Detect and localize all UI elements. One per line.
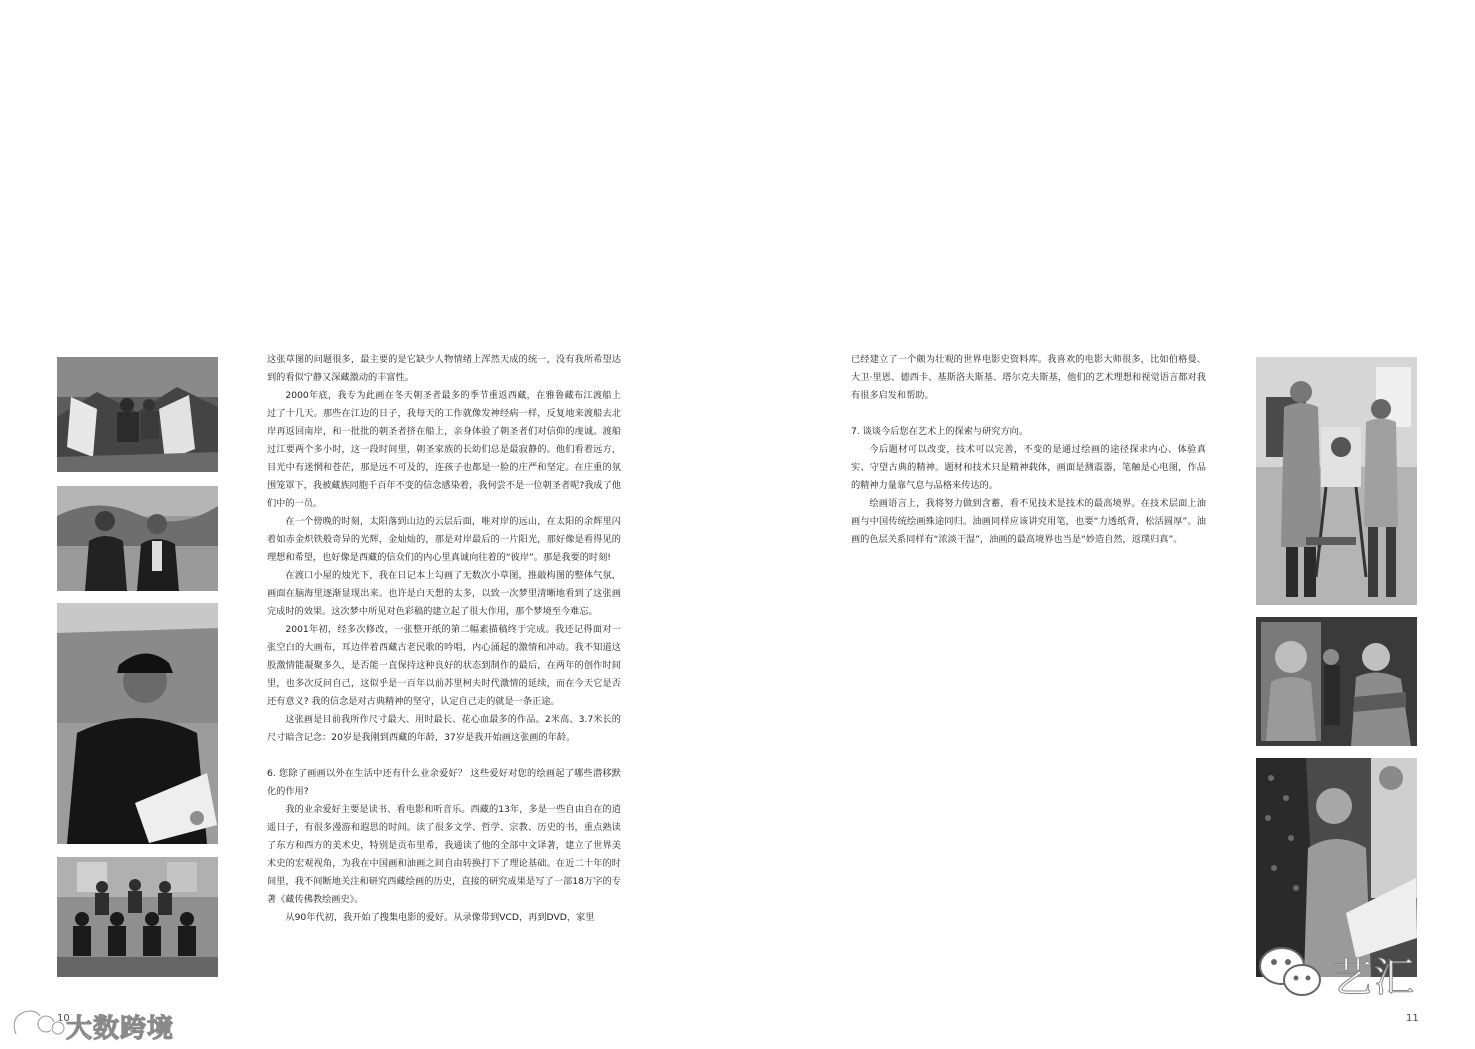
photo-painting-portrait-session	[1256, 617, 1417, 746]
paragraph: 这张画是目前我所作尺寸最大、用时最长、花心血最多的作品。2米高、3.7米长的尺寸暗含记念：20岁是我刚到西藏的年龄，37岁是我开始画这张画的年龄。	[267, 714, 621, 743]
watermark-text-left: 大数跨境	[66, 1014, 175, 1044]
paragraph: 2000年底，我专为此画在冬天朝圣者最多的季节重返西藏，在雅鲁藏布江渡船上过了十几天。那些在江边的日子，我每天的工作就像发神经病一样，反复地来渡船去北岸再返回南岸，和一批批的朝圣者挤在船上，亲身体验了朝圣者们对信仰的虔诚。渡船过江要两个多小时，这一段时间里，朝圣家族的长幼们总是最寂静的。他们看着远方，目光中有迷惘和苍茫，那是远不可及的，连孩子也都是一脸的庄严和坚定。在庄重的氛围笼罩下，我被藏族同胞千百年不变的信念感染着，我何尝不是一位朝圣者呢?我成了他们中的一员。	[267, 390, 621, 509]
photo-two-men-portrait	[57, 486, 218, 591]
paragraph: 我的业余爱好主要是读书、看电影和听音乐。西藏的13年，多是一些自由自在的逍遥日子，有很多漫游和遐思的时间。读了很多文学、哲学、宗教、历史的书，重点熟读了东方和西方的美术史，特别是贡布里希，我通读了他的全部中文译著，建立了世界美术史的宏观视角，为我在中国画和油画之间自由转换打下了理论基础。在近二十年的时间里，我不间断地关注和研究西藏绘画的历史，直接的研究成果是写了一部18万字的专著《藏传佛教绘画史》。	[267, 804, 621, 905]
photo-image	[1256, 357, 1417, 605]
watermark-logo-left	[8, 1004, 198, 1044]
paragraph: 今后题材可以改变，技术可以完善，不变的是通过绘画的途径探求内心、体验真实、守望古典的精神。题材和技术只是精神载体，画面是测震器，笔触是心电图，作品的精神力量靠气息与品格来传达的。	[851, 444, 1206, 491]
photo-image	[57, 357, 218, 472]
paragraph: 在渡口小屋的烛光下，我在日记本上勾画了无数次小草图，推敲构图的整体气氛，画面在脑海里逐渐显现出来。也许是白天想的太多，以致一次梦里清晰地看到了这张画完成时的效果。这次梦中所见对色彩稿的建立起了很大作用，那个梦境至今难忘。	[267, 570, 621, 617]
watermark-logo-right	[1256, 940, 1436, 1006]
photo-image	[57, 603, 218, 844]
photo-artist-sketching-cap	[57, 603, 218, 844]
question-heading: 7. 谈谈今后您在艺术上的探索与研究方向。	[851, 426, 1029, 437]
left-page-body	[267, 351, 621, 927]
watermark-text-right: 艺汇	[1332, 955, 1416, 1001]
wechat-icon	[1256, 940, 1326, 1002]
paragraph: 从90年代初，我开始了搜集电影的爱好。从录像带到VCD，再到DVD，家里	[285, 912, 595, 923]
page-number-right: 11	[1406, 1013, 1419, 1024]
photo-group-students	[57, 857, 218, 977]
paragraph: 绘画语言上，我将努力做到含蓄，看不见技术是技术的最高境界。在技术层面上油画与中国传统绘画殊途同归。油画同样应该讲究用笔，也要“力透纸背，松活圆厚”。油画的色层关系同样有“浓淡干湿”，油画的最高境界也当是“妙造自然，返璞归真”。	[851, 498, 1206, 545]
photo-painters-outdoor-easels	[57, 357, 218, 472]
right-page-body	[851, 351, 1206, 549]
paragraph: 在一个傍晚的时刻，太阳落到山边的云层后面，唯对岸的远山，在太阳的余辉里闪着如赤金炽铁般奇异的光辉，金灿灿的，那是对岸最后的一片阳光，那好像是看得见的理想和希望，也好像是西藏的信众们的内心里真诚向往着的“彼岸”。那是我要的时刻!	[267, 516, 621, 563]
photo-image	[57, 486, 218, 591]
question-heading: 6. 您除了画画以外在生活中还有什么业余爱好？ 这些爱好对您的绘画起了哪些潜移默化的作用?	[267, 768, 621, 797]
paragraph: 这张草图的问题很多，最主要的是它缺少人物情绪上浑然天成的统一，没有我所希望达到的看似宁静又深藏激动的丰富性。	[267, 354, 621, 383]
watermark-swirl-icon	[8, 1004, 68, 1044]
photo-image	[1256, 617, 1417, 746]
photo-image	[57, 857, 218, 977]
page-number-left: 10	[57, 1013, 70, 1024]
paragraph: 2001年初，经多次修改，一张整开纸的第二幅素描稿终于完成。我还记得面对一张空白的大画布，耳边伴着西藏古老民歌的吟唱，内心涌起的激情和冲动。我不知道这股激情能凝聚多久，是否能一直保持这种良好的状态到制作的最后，在两年的创作时间里，也多次反问自己，这似乎是一百年以前苏里柯夫时代激情的延续，而在今天它是否还有意义? 我的信念是对古典精神的坚守，认定自己走的就是一条正途。	[267, 624, 621, 707]
paragraph: 已经建立了一个颇为壮观的世界电影史资料库。我喜欢的电影大师很多，比如伯格曼、大卫·里恩、德西卡、基斯洛夫斯基、塔尔克夫斯基，他们的艺术理想和视觉语言都对我有很多启发和帮助。	[851, 354, 1206, 401]
photo-studio-easel-two-people	[1256, 357, 1417, 605]
